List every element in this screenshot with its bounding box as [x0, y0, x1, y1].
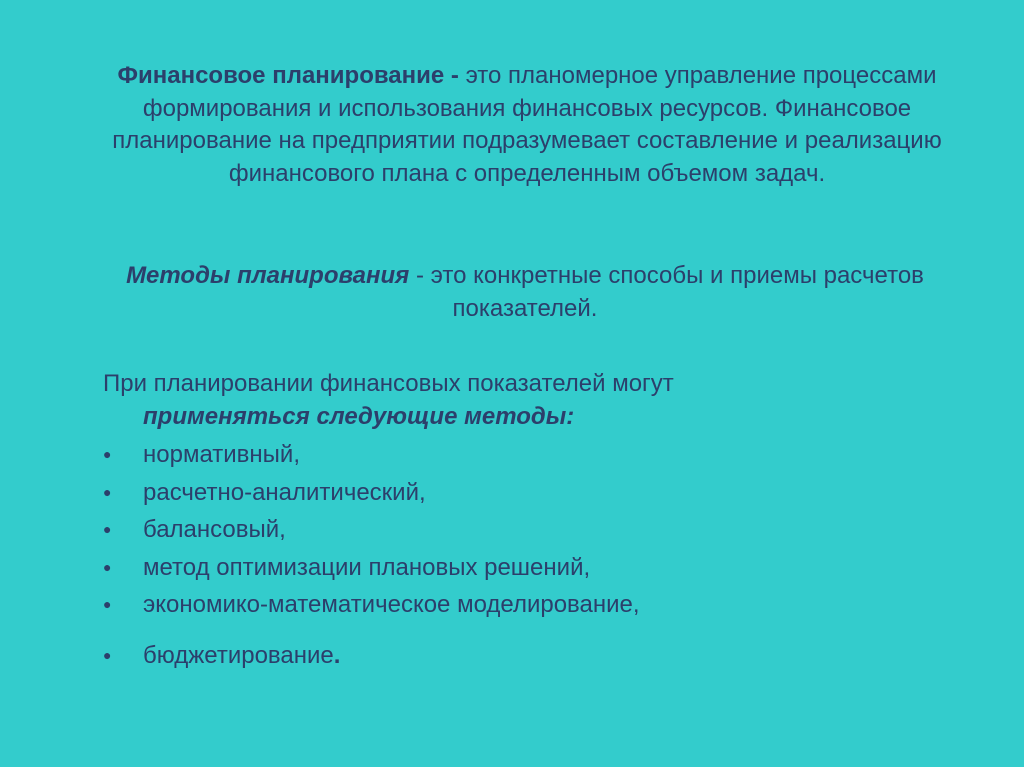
- method-economic-math-modeling: экономико-математическое моделирование,: [143, 591, 640, 618]
- bullet-icon: ●: [103, 646, 112, 663]
- bullet-icon: ●: [103, 558, 112, 575]
- list-item: [103, 474, 640, 512]
- methods-list: [103, 436, 640, 674]
- method-budgeting: бюджетирование: [143, 641, 334, 669]
- methods-intro-line1: При планировании финансовых показателей могут: [103, 370, 674, 397]
- methods-intro-emphasis: применяться следующие методы:: [143, 402, 575, 430]
- method-calculation-analytical: расчетно-аналитический,: [143, 478, 426, 506]
- planning-methods-definition: [100, 260, 950, 325]
- financial-planning-definition: [112, 60, 942, 190]
- planning-methods-term: Методы планирования: [126, 262, 410, 289]
- list-item: [103, 511, 640, 549]
- bullet-icon: ●: [103, 521, 112, 537]
- method-optimization: метод оптимизации плановых решений,: [143, 553, 591, 581]
- methods-intro: [103, 368, 963, 433]
- bullet-icon: ●: [103, 483, 112, 500]
- final-period: .: [333, 641, 341, 669]
- list-item: [103, 586, 640, 624]
- list-item: [103, 637, 640, 675]
- planning-methods-text: - это конкретные способы и приемы расчетов показателей.: [409, 262, 924, 322]
- method-normative: нормативный,: [143, 441, 300, 468]
- list-item: [103, 549, 640, 587]
- bullet-icon: ●: [103, 446, 112, 462]
- method-balance: балансовый,: [143, 516, 286, 543]
- financial-planning-text: это планомерное управление процессами формирования и использования финансовых ресурсов. Финансовое планирование на предприятии подразумевает составление и реализацию финансового плана с определенным объемом задач.: [112, 62, 942, 187]
- list-item: [103, 436, 640, 474]
- bullet-icon: ●: [103, 596, 112, 612]
- financial-planning-term: Финансовое планирование -: [117, 62, 459, 89]
